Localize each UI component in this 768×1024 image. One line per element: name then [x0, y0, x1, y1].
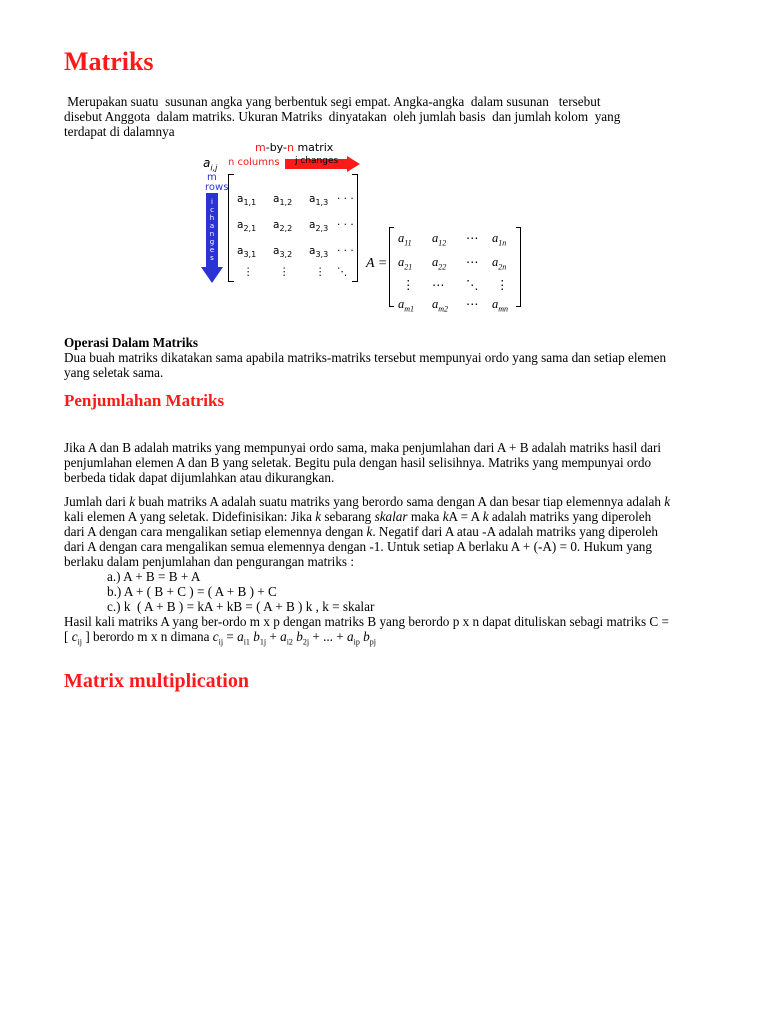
- hasil-line-2: [ $c_{ij}$ ] berordo m x n dimana $c_{ij} = a_{i1}$ $b_{1j} + a_{i2}$ $b_{2j}$ + ... + $a_{ip}$ $b_{pj}$: [64, 629, 376, 647]
- formula-matrix: [389, 227, 521, 314]
- law-c: c.) k ( A + B ) = kA + kB = ( A + B ) k , k = skalar: [107, 599, 375, 614]
- j-changes-label: j changes: [295, 156, 339, 166]
- matrix-row-2: $a_{2,1}$ $a_{2,2}$ $a_{2,3}$ · · ·: [237, 219, 354, 234]
- n-columns-label: n columns: [228, 157, 280, 168]
- formula-row-2: $a_{21}$ $a_{22}$ ⋯ $a_{2n}$: [398, 254, 507, 271]
- formula-row-3: ⋮ ⋯ ⋱ ⋮: [402, 278, 509, 292]
- para2-line-4: dari A dengan cara mengalikan semua elemennya dengan -1. Untuk setiap A berlaku A + (-A) = 0. Hukum yang: [64, 539, 652, 554]
- intro-paragraph: [64, 94, 620, 139]
- penjumlahan-para-2: [64, 494, 670, 650]
- law-a: a.) A + B = B + A: [107, 569, 201, 584]
- matrix-figure: [195, 138, 365, 288]
- matrix-grid: [237, 188, 354, 278]
- operasi-heading: Operasi Dalam Matriks: [64, 335, 199, 350]
- formula-row-1: $a_{11}$ $a_{12}$ ⋯ $a_{1n}$: [398, 231, 507, 248]
- matrix-row-3: $a_{3,1}$ $a_{3,2}$ $a_{3,3}$ · · ·: [237, 245, 354, 260]
- i-changes-label: i c h a n g e s: [209, 198, 215, 262]
- penjumlahan-para-1: [64, 440, 661, 485]
- aij-label: $a_{i,j}$: [203, 156, 218, 173]
- page-title: Matriks: [64, 47, 154, 76]
- para1-line-2: penjumlahan elemen A dan B yang seletak. Begitu pula dengan hasil selisihnya. Matriks yang mempunyai ordo: [64, 455, 652, 470]
- formula-lhs: A =: [366, 256, 388, 271]
- operasi-section: [64, 335, 666, 380]
- para1-line-3: berbeda tidak dapat dijumlahkan atau dikurangkan.: [64, 470, 335, 485]
- intro-line-3: terdapat di dalamnya: [64, 124, 175, 139]
- para2-line-5: berlaku dalam penjumlahan dan pengurangan matriks :: [64, 554, 355, 569]
- matrix-row-1: $a_{1,1}$ $a_{1,2}$ $a_{1,3}$ · · ·: [237, 193, 354, 208]
- figure-title: m-by-n matrix: [255, 141, 334, 154]
- m-rows-label: m rows: [205, 172, 229, 193]
- formula-row-4: $a_{m1}$ $a_{m2}$ ⋯ $a_{mn}$: [398, 297, 509, 314]
- operasi-line-1: Dua buah matriks dikatakan sama apabila matriks-matriks tersebut mempunyai ordo yang sama dan setiap elemen: [64, 350, 667, 365]
- operasi-line-2: yang seletak sama.: [64, 365, 164, 380]
- matrix-multiplication-heading: Matrix multiplication: [64, 670, 249, 692]
- para1-line-1: Jika A dan B adalah matriks yang mempunyai ordo sama, maka penjumlahan dari A + B adalah matriks hasil dari: [64, 440, 662, 455]
- penjumlahan-heading: Penjumlahan Matriks: [64, 391, 225, 410]
- para2-line-3: dari A dengan cara mengalikan setiap elemennya dengan k. Negatif dari A atau -A adalah matriks yang diperoleh: [64, 524, 658, 539]
- para2-line-2: kali elemen A yang seletak. Didefinisikan: Jika k sebarang skalar maka kA = A k adalah matriks yang diperoleh: [64, 509, 652, 524]
- intro-line-2: disebut Anggota dalam matriks. Ukuran Matriks dinyatakan oleh jumlah basis dan jumlah kolom yang: [64, 109, 621, 124]
- intro-line-1: Merupakan suatu susunan angka yang berbentuk segi empat. Angka-angka dalam susunan tersebut: [64, 94, 601, 109]
- para2-line-1: Jumlah dari k buah matriks A adalah suatu matriks yang berordo sama dengan A dan besar tiap elemennya adalah k: [64, 494, 671, 509]
- hasil-line-1: Hasil kali matriks A yang ber-ordo m x p dengan matriks B yang berordo p x n dapat dituliskan sebagi matriks C =: [64, 614, 669, 629]
- law-b: b.) A + ( B + C ) = ( A + B ) + C: [107, 584, 277, 599]
- formula-rows: [398, 229, 509, 319]
- matrix-row-4: ⋮ ⋮ ⋮ ⋱: [243, 266, 348, 279]
